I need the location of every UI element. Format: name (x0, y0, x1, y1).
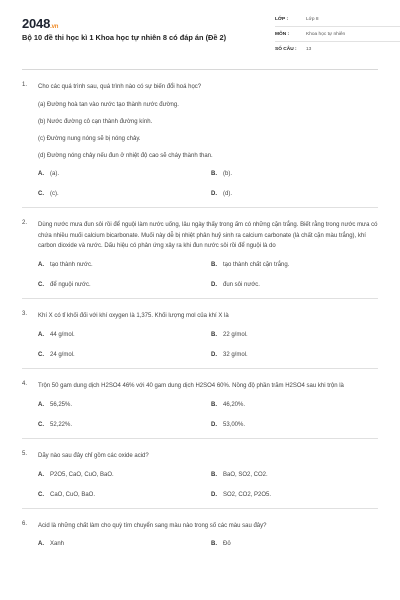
option-text: (c). (50, 190, 59, 197)
option-letter: A. (38, 401, 44, 408)
option-text: 24 g/mol. (50, 351, 75, 358)
answer-option-a[interactable] (38, 541, 211, 547)
question-text: Dãy nào sau đây chỉ gồm các oxide acid? (38, 452, 149, 459)
question-5 (22, 439, 378, 509)
meta-label: MÔN : (275, 31, 290, 37)
option-text: 22 g/mol. (223, 331, 248, 338)
question-2 (22, 208, 378, 299)
meta-row-count (275, 42, 400, 57)
answer-options (38, 332, 378, 358)
answer-option-b[interactable] (211, 541, 384, 547)
option-letter: A. (38, 471, 44, 478)
option-text: tạo thành nước. (50, 262, 93, 269)
question-text: Acid là những chất làm cho quỳ tím chuyển sang màu nào trong số các màu sau đây? (38, 522, 267, 529)
option-letter: D. (211, 351, 217, 358)
meta-value: Lớp 8 (306, 16, 319, 22)
question-1 (22, 70, 378, 208)
question-6 (22, 509, 378, 558)
meta-row-class (275, 12, 400, 27)
option-letter: B. (211, 541, 217, 548)
option-letter: A. (38, 170, 44, 177)
answer-option-a[interactable] (38, 472, 211, 478)
option-letter: D. (211, 491, 217, 498)
option-text: Đỏ (223, 541, 231, 548)
answer-option-b[interactable] (211, 332, 384, 338)
option-letter: C. (38, 282, 44, 289)
answer-option-d[interactable] (211, 492, 384, 498)
answer-option-c[interactable] (38, 191, 211, 197)
question-number: 3. (22, 311, 28, 318)
answer-option-a[interactable] (38, 332, 211, 338)
option-letter: C. (38, 491, 44, 498)
option-letter: A. (38, 331, 44, 338)
question-text: Dùng nước mưa đun sôi rồi để nguội làm nước uống, lâu ngày thấy trong ấm có những cặn trắng. Biết rằng trong nước mưa có chứa nhiều muối calcium bicarbonate. Muối này dễ bị nhiệt phân huỷ sinh ra calcium carbonate (là chất cặn màu trắng), khí carbon dioxide và nước. Dấu hiệu có phản ứng xảy ra khi đun nước sôi rồi để nguội là do (38, 221, 378, 250)
answer-options (38, 171, 378, 197)
answer-options (38, 472, 378, 498)
statement: (a) Đường hoà tan vào nước tạo thành nước đường. (38, 101, 179, 108)
logo-main: 2048 (22, 16, 51, 31)
worksheet-header (22, 0, 378, 70)
option-letter: B. (211, 471, 217, 478)
answer-option-c[interactable] (38, 282, 211, 288)
answer-option-b[interactable] (211, 262, 384, 268)
meta-label: LỚP : (275, 16, 289, 22)
option-letter: B. (211, 262, 217, 269)
option-letter: C. (38, 190, 44, 197)
option-text: tạo thành chất cặn trắng. (223, 262, 290, 269)
option-text: P2O5, CaO, CuO, BaO. (50, 471, 114, 478)
answer-option-d[interactable] (211, 282, 384, 288)
option-text: (b). (223, 170, 232, 177)
question-number: 2. (22, 219, 28, 226)
option-text: CaO, CuO, BaO. (50, 491, 96, 498)
option-letter: C. (38, 351, 44, 358)
question-text: Cho các quá trình sau, quá trình nào có sự biến đổi hoá học? (38, 84, 202, 90)
answer-option-a[interactable] (38, 262, 211, 268)
meta-row-subject (275, 27, 400, 42)
statement: (c) Đường nung nóng sẽ bị nóng chảy. (38, 135, 141, 142)
answer-option-c[interactable] (38, 492, 211, 498)
option-text: Xanh (50, 541, 65, 548)
option-text: 52,22%. (50, 421, 73, 428)
option-letter: C. (38, 421, 44, 428)
question-4 (22, 369, 378, 439)
site-logo[interactable] (22, 16, 58, 31)
answer-options (38, 541, 378, 547)
option-letter: D. (211, 421, 217, 428)
statement: (b) Nước đường cô cạn thành đường kính. (38, 118, 153, 125)
option-text: 56,25%. (50, 401, 73, 408)
option-text: 53,00%. (223, 421, 246, 428)
option-letter: A. (38, 262, 44, 269)
option-text: để nguội nước. (50, 282, 91, 289)
option-text: (d). (223, 190, 232, 197)
answer-option-d[interactable] (211, 352, 384, 358)
option-text: 32 g/mol. (223, 351, 248, 358)
option-text: đun sôi nước. (223, 282, 260, 289)
answer-option-b[interactable] (211, 472, 384, 478)
answer-option-d[interactable] (211, 191, 384, 197)
option-text: (a). (50, 170, 59, 177)
question-3 (22, 299, 378, 369)
logo-suffix: .vn (50, 24, 59, 30)
answer-option-c[interactable] (38, 422, 211, 428)
meta-value: 13 (306, 47, 312, 52)
question-text: Khí X có tỉ khối đối với khí oxygen là 1,375. Khối lượng mol của khí X là (38, 313, 229, 320)
option-letter: B. (211, 170, 217, 177)
option-text: SO2, CO2, P2O5. (223, 491, 272, 498)
answer-option-a[interactable] (38, 171, 211, 177)
answer-option-b[interactable] (211, 402, 384, 408)
answer-option-b[interactable] (211, 171, 384, 177)
option-text: 44 g/mol. (50, 331, 75, 338)
option-letter: D. (211, 190, 217, 197)
question-number: 4. (22, 380, 28, 387)
question-text: Trộn 50 gam dung dịch H2SO4 46% với 40 gam dung dịch H2SO4 60%. Nồng độ phần trăm H2SO4 sau khi trộn là (38, 382, 344, 389)
question-number: 5. (22, 450, 28, 457)
meta-table (275, 12, 400, 57)
statement: (d) Đường nóng chảy nếu đun ở nhiệt độ cao sẽ cháy thành than. (38, 152, 213, 159)
question-number: 1. (22, 82, 28, 88)
answer-options (38, 402, 378, 428)
document-title: Bộ 10 đề thi học kì 1 Khoa học tự nhiên 8 có đáp án (Đề 2) (22, 33, 227, 42)
answer-option-d[interactable] (211, 422, 384, 428)
answer-options (38, 262, 378, 288)
answer-option-a[interactable] (38, 402, 211, 408)
option-text: 46,20%. (223, 401, 246, 408)
option-letter: B. (211, 331, 217, 338)
option-letter: D. (211, 282, 217, 289)
answer-option-c[interactable] (38, 352, 211, 358)
option-letter: A. (38, 541, 44, 548)
meta-value: Khoa học tự nhiên (306, 31, 346, 37)
meta-label: SỐ CÂU : (275, 47, 297, 52)
option-text: BaO, SO2, CO2. (223, 471, 268, 478)
option-letter: B. (211, 401, 217, 408)
question-number: 6. (22, 520, 28, 527)
